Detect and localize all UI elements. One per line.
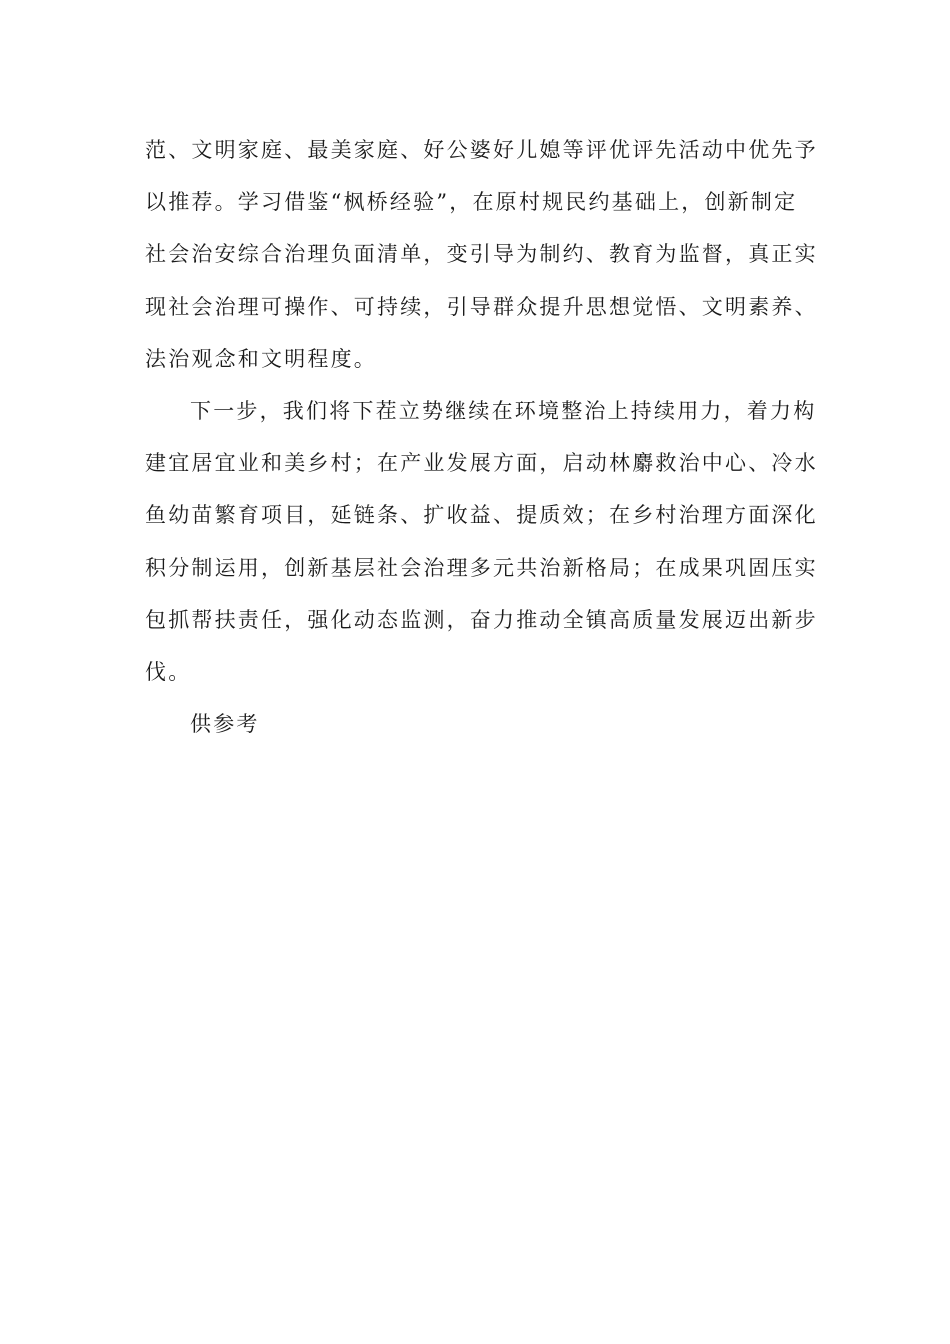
text-line: 以推荐。学习借鉴“枫桥经验”，在原村规民约基础上，创新制定: [145, 190, 798, 215]
text-line: 包抓帮扶责任，强化动态监测，奋力推动全镇高质量发展迈出新步: [145, 607, 818, 632]
text-line: 现社会治理可操作、可持续，引导群众提升思想觉悟、文明素养、: [145, 294, 818, 319]
reference-note: 供参考: [190, 712, 260, 737]
paragraph-1: [145, 124, 818, 385]
text-line: 社会治安综合治理负面清单，变引导为制约、教育为监督，真正实: [145, 242, 818, 267]
text-line: 范、文明家庭、最美家庭、好公婆好儿媳等评优评先活动中优先予: [145, 138, 818, 162]
text-line: 积分制运用，创新基层社会治理多元共治新格局；在成果巩固压实: [145, 555, 818, 580]
text-line: 下一步，我们将下茬立势继续在环境整治上持续用力，着力构: [190, 399, 817, 424]
text-line: 建宜居宜业和美乡村；在产业发展方面，启动林麝救治中心、冷水: [145, 451, 818, 476]
text-line: 鱼幼苗繁育项目，延链条、扩收益、提质效；在乡村治理方面深化: [145, 503, 818, 528]
text-line: 法治观念和文明程度。: [145, 346, 377, 371]
paragraph-3: [145, 698, 791, 750]
document-body: [145, 124, 818, 750]
paragraph-2: [145, 385, 818, 698]
text-line: 伐。: [145, 660, 192, 685]
